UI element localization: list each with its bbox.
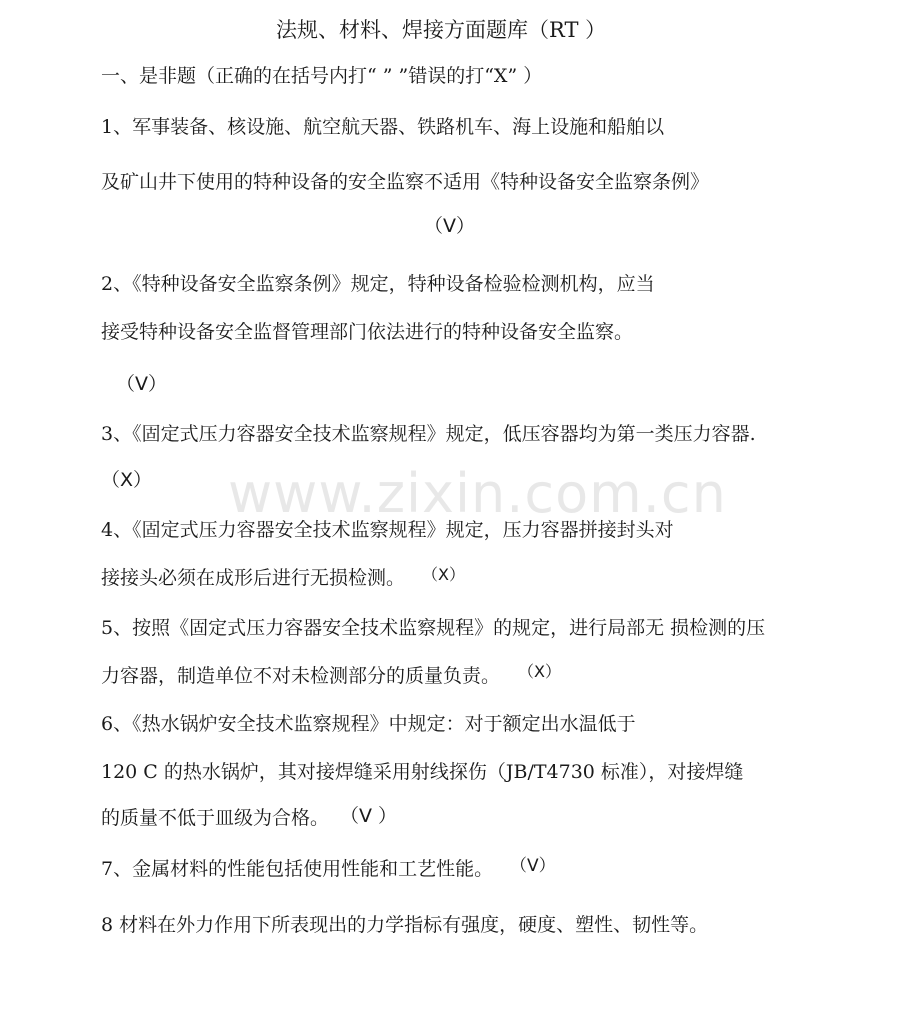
question-3-answer: （X） [101, 469, 153, 491]
question-5-answer: （X） [518, 662, 561, 681]
watermark: www.zixin.com.cn [228, 462, 727, 525]
question-6-line-2: 120 C 的热水锅炉，其对接焊缝采用射线探伤（JB/T4730 标准），对接焊缝 [101, 761, 744, 783]
question-2-line-1: 2、《特种设备安全监察条例》规定，特种设备检验检测机构，应当 [101, 273, 655, 295]
question-1-answer: （V） [424, 215, 475, 237]
question-6-answer: （V ） [340, 805, 398, 827]
question-6-line-3: 的质量不低于皿级为合格。 [101, 807, 330, 829]
question-2-answer: （V） [116, 373, 167, 395]
section-heading: 一、是非题（正确的在括号内打“ ” ”错误的打“X” ） [101, 65, 543, 87]
question-7-line-1: 7、金属材料的性能包括使用性能和工艺性能。 [101, 858, 494, 880]
question-3-line-1: 3、《固定式压力容器安全技术监察规程》规定，低压容器均为第一类压力容器. [101, 423, 756, 445]
question-2-line-2: 接受特种设备安全监督管理部门依法进行的特种设备安全监察。 [101, 321, 634, 343]
page-title: 法规、材料、焊接方面题库（RT ） [276, 18, 607, 42]
question-1-line-1: 1、军事装备、核设施、航空航天器、铁路机车、海上设施和船舶以 [101, 116, 665, 138]
question-7-answer: （V） [510, 856, 556, 876]
question-8-line-1: 8 材料在外力作用下所表现出的力学指标有强度，硬度、塑性、韧性等。 [101, 914, 709, 936]
question-4-line-1: 4、《固定式压力容器安全技术监察规程》规定，压力容器拼接封头对 [101, 519, 674, 541]
question-4-answer: （X） [422, 565, 465, 584]
question-4-line-2: 接接头必须在成形后进行无损检测。 [101, 567, 406, 589]
question-1-line-2: 及矿山井下使用的特种设备的安全监察不适用《特种设备安全监察条例》 [101, 171, 710, 193]
question-5-line-1: 5、按照《固定式压力容器安全技术监察规程》的规定，进行局部无 损检测的压 [101, 617, 766, 639]
question-5-line-2: 力容器，制造单位不对未检测部分的质量负责。 [101, 665, 501, 687]
question-6-line-1: 6、《热水锅炉安全技术监察规程》中规定：对于额定出水温低于 [101, 713, 636, 735]
